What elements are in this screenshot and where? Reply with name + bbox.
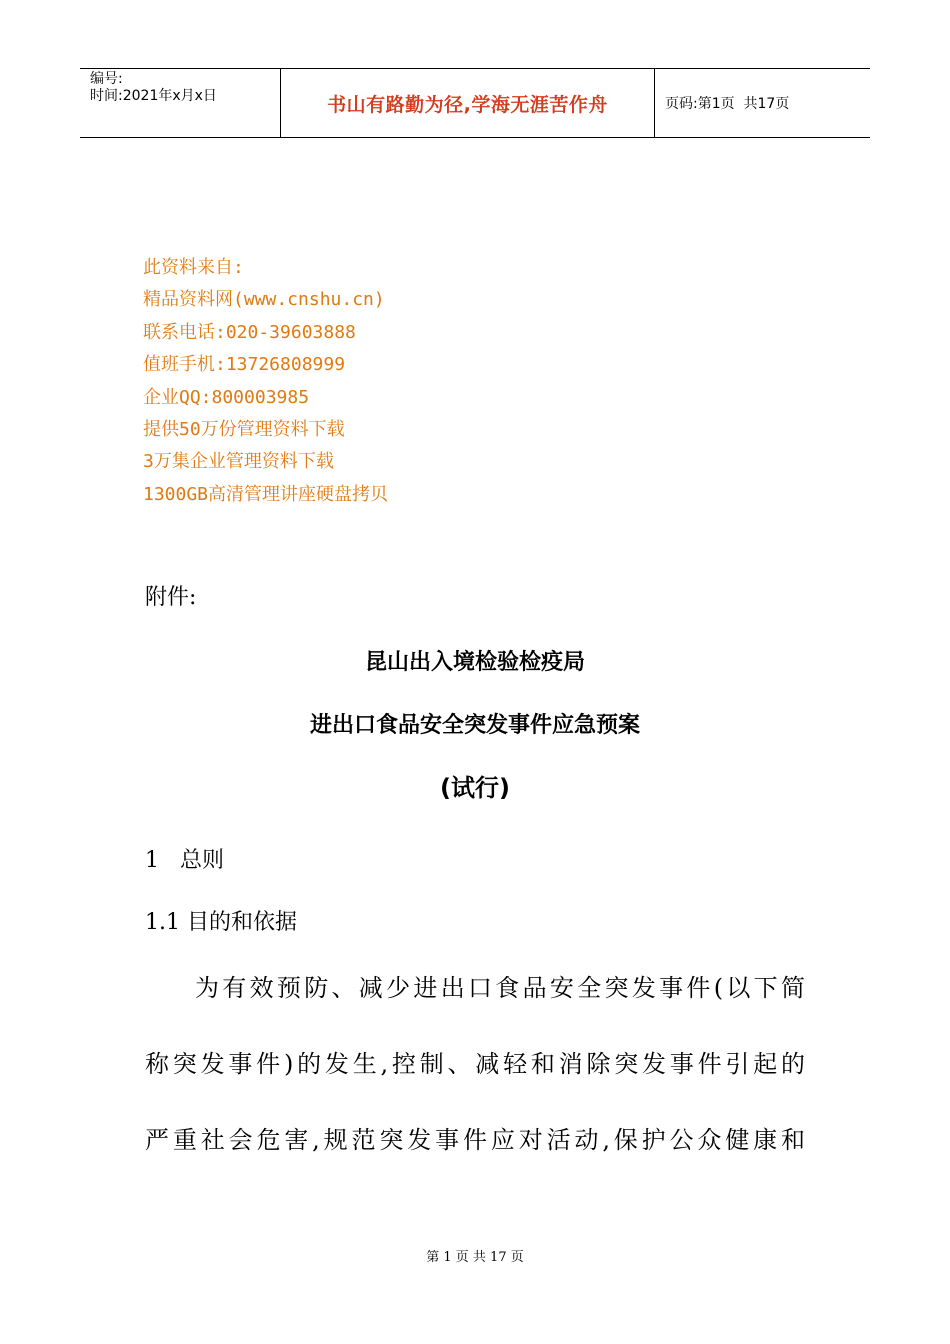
- doc-title-main: 进出口食品安全突发事件应急预案: [309, 713, 640, 738]
- paragraph-line: 严重社会危害,规范突发事件应对活动,保护公众健康和: [145, 1126, 805, 1154]
- header-number-label: 编号:: [90, 71, 123, 87]
- doc-title-org: 昆山出入境检验检疫局: [364, 650, 585, 675]
- header-page-info: 页码:第1页 共17页: [665, 96, 790, 112]
- promo-line: 提供50万份管理资料下载: [143, 419, 345, 441]
- promo-line: 企业QQ:800003985: [143, 386, 310, 408]
- paragraph-line: 称突发事件)的发生,控制、减轻和消除突发事件引起的: [145, 1050, 805, 1078]
- page-header: [80, 68, 870, 138]
- header-meta: [80, 69, 281, 137]
- page-footer: 第 1 页 共 17 页: [426, 1250, 524, 1265]
- header-motto: 书山有路勤为径,学海无涯苦作舟: [281, 69, 655, 137]
- promo-block: [143, 252, 388, 511]
- promo-line: 此资料来自:: [143, 257, 244, 278]
- promo-line: 联系电话:020-39603888: [143, 321, 356, 343]
- promo-line: 1300GB高清管理讲座硬盘拷贝: [143, 483, 389, 505]
- promo-line: 3万集企业管理资料下载: [143, 451, 334, 473]
- attachment-label: 附件:: [145, 585, 197, 610]
- paragraph-line: 为有效预防、减少进出口食品安全突发事件(以下简: [195, 974, 805, 1002]
- section-heading-1-1: 1.1 目的和依据: [145, 910, 297, 935]
- section-heading-1: 1 总则: [145, 848, 224, 873]
- header-page-info-cell: [655, 69, 870, 137]
- header-time-label: 时间:2021年x月x日: [90, 88, 217, 104]
- doc-title-trial: (试行): [440, 774, 510, 802]
- promo-line: 精品资料网(www.cnshu.cn): [143, 289, 385, 311]
- promo-line: 值班手机:13726808999: [143, 354, 346, 376]
